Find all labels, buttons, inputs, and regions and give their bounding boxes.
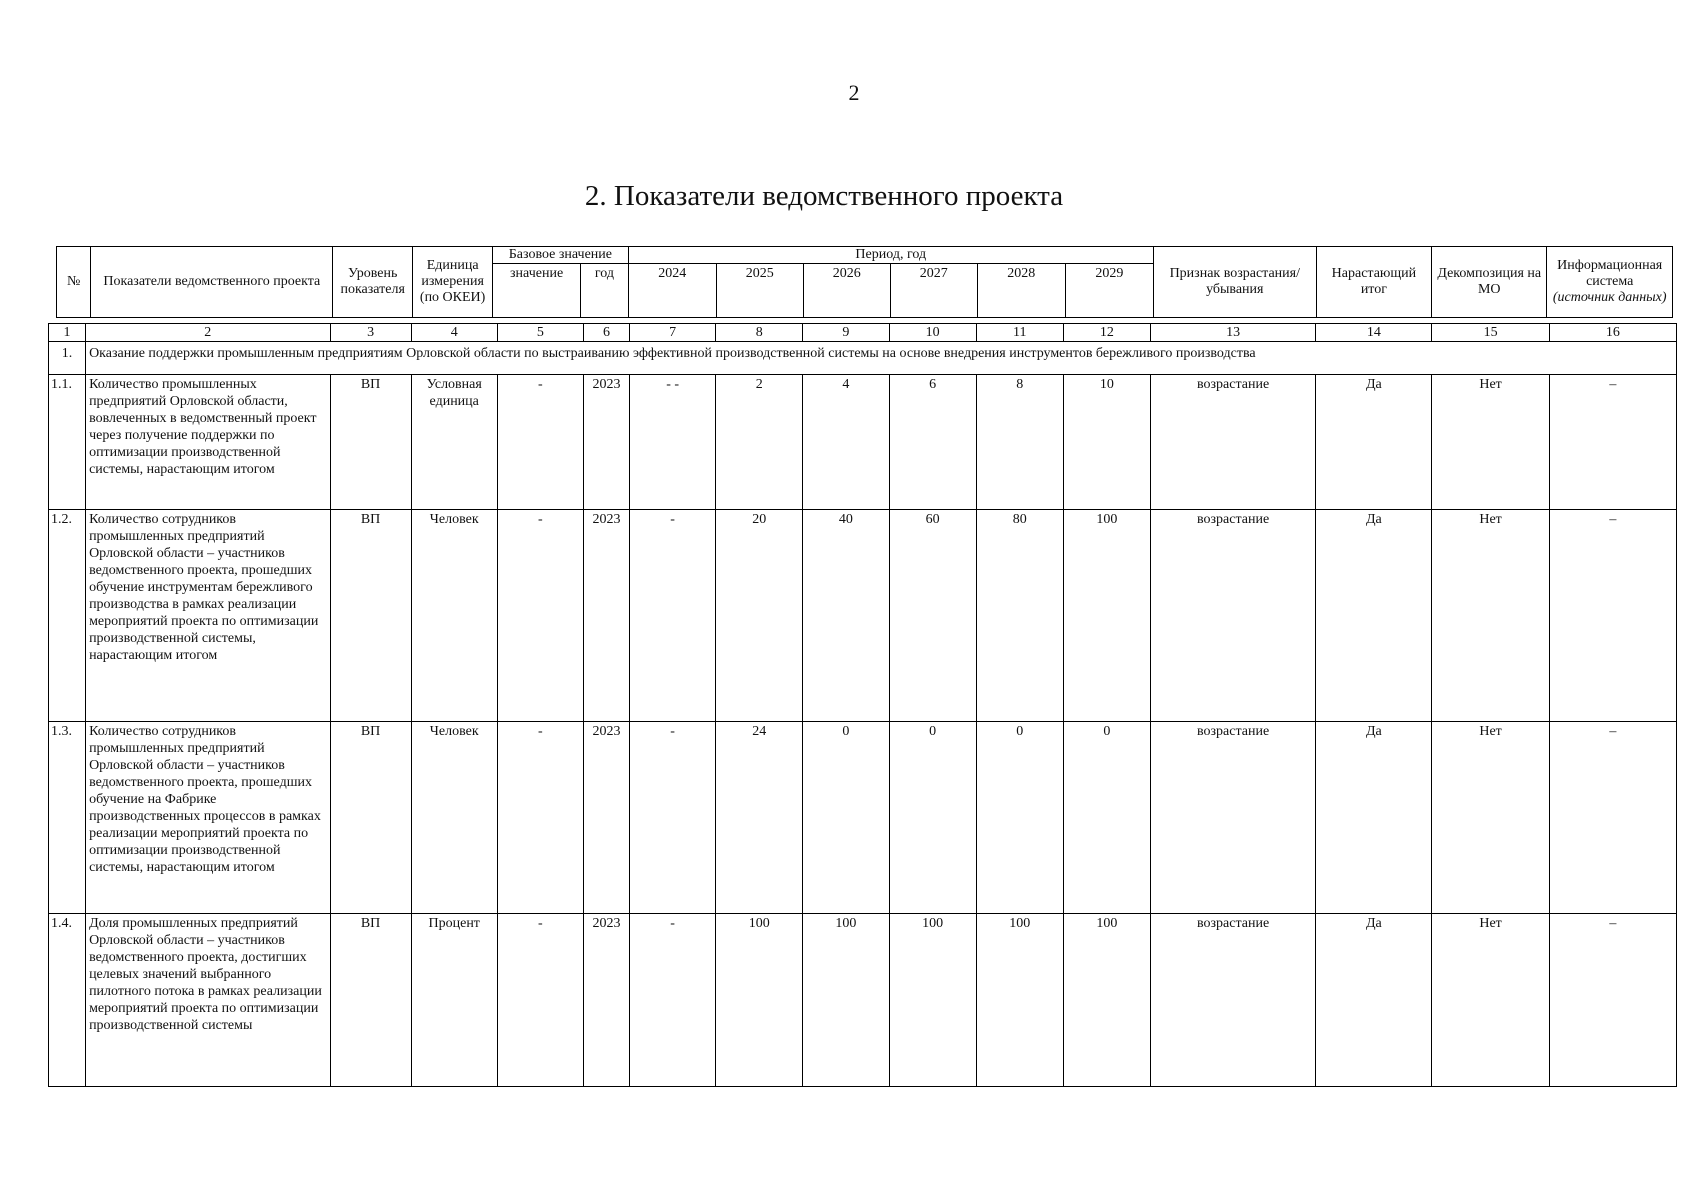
page-title: 2. Показатели ведомственного проекта — [584, 180, 1064, 212]
year-value: 100 — [1063, 510, 1150, 722]
header-base-value: значение — [493, 264, 581, 318]
year-value: 100 — [716, 914, 803, 1087]
column-number: 16 — [1549, 324, 1676, 342]
column-number: 8 — [716, 324, 803, 342]
decomposition-value: Нет — [1432, 914, 1549, 1087]
header-year: 2029 — [1065, 264, 1153, 318]
indicator-unit: Условная единица — [411, 375, 497, 510]
column-number: 10 — [889, 324, 976, 342]
decomposition-value: Нет — [1432, 722, 1549, 914]
page-number: 2 — [848, 80, 860, 105]
table-row — [49, 722, 1677, 914]
header-base-year: год — [581, 264, 629, 318]
sign-value: возрастание — [1150, 510, 1315, 722]
year-value: 100 — [889, 914, 976, 1087]
header-sign: Признак возрастания/убывания — [1153, 247, 1316, 318]
header-level: Уровень показателя — [333, 247, 413, 318]
column-number: 6 — [583, 324, 629, 342]
indicator-level: ВП — [330, 375, 411, 510]
year-value: 0 — [976, 722, 1063, 914]
base-value: - — [497, 722, 583, 914]
year-value: 6 — [889, 375, 976, 510]
header-year: 2025 — [716, 264, 803, 318]
indicator-name: Доля промышленных предприятий Орловской области – участников ведомственного проекта, достигших целевых значений выбранного пилотного потока в рамках реализации мероприятий проекта по оптимизации производственной системы — [86, 914, 330, 1087]
year-value: 20 — [716, 510, 803, 722]
year-value: - — [630, 510, 716, 722]
column-number: 3 — [330, 324, 411, 342]
indicator-level: ВП — [330, 510, 411, 722]
indicator-unit: Человек — [411, 722, 497, 914]
year-value: - — [630, 914, 716, 1087]
indicators-table-body — [48, 323, 1677, 1087]
year-value: 60 — [889, 510, 976, 722]
info-system-value: – — [1549, 510, 1676, 722]
row-number: 1.4. — [49, 914, 86, 1087]
column-number: 7 — [630, 324, 716, 342]
table-row — [49, 510, 1677, 722]
indicator-level: ВП — [330, 722, 411, 914]
base-value: - — [497, 914, 583, 1087]
header-period-group: Период, год — [628, 247, 1153, 264]
row-number: 1.1. — [49, 375, 86, 510]
year-value: 40 — [803, 510, 889, 722]
table-row — [49, 914, 1677, 1087]
section-title: Оказание поддержки промышленным предприятиям Орловской области по выстраиванию эффективной производственной системы на основе внедрения инструментов бережливого производства — [86, 342, 1677, 375]
year-value: 2 — [716, 375, 803, 510]
sign-value: возрастание — [1150, 375, 1315, 510]
column-number: 9 — [803, 324, 889, 342]
year-value: 100 — [976, 914, 1063, 1087]
indicators-table-header — [56, 246, 1673, 318]
column-number: 2 — [86, 324, 330, 342]
section-row — [49, 342, 1677, 375]
base-year: 2023 — [583, 375, 629, 510]
year-value: 8 — [976, 375, 1063, 510]
year-value: 0 — [1063, 722, 1150, 914]
table-row — [49, 375, 1677, 510]
year-value: - — [630, 722, 716, 914]
cumulative-value: Да — [1316, 375, 1432, 510]
row-number: 1.2. — [49, 510, 86, 722]
year-value: - - — [630, 375, 716, 510]
column-number: 11 — [976, 324, 1063, 342]
base-value: - — [497, 375, 583, 510]
cumulative-value: Да — [1316, 510, 1432, 722]
header-year: 2027 — [890, 264, 977, 318]
header-info-system-title: Информационная система — [1557, 258, 1663, 289]
year-value: 80 — [976, 510, 1063, 722]
base-value: - — [497, 510, 583, 722]
indicator-name: Количество сотрудников промышленных предприятий Орловской области – участников ведомственного проекта, прошедших обучение инструментам бережливого производства в рамках реализации мероприятий проекта по оптимизации производственной системы, нарастающим итогом — [86, 510, 330, 722]
indicator-name: Количество промышленных предприятий Орловской области, вовлеченных в ведомственный проект через получение поддержки по оптимизации производственной системы, нарастающим итогом — [86, 375, 330, 510]
sign-value: возрастание — [1150, 914, 1315, 1087]
header-info-system-source: (источник данных) — [1552, 290, 1667, 305]
year-value: 10 — [1063, 375, 1150, 510]
column-number: 1 — [49, 324, 86, 342]
header-no: № — [57, 247, 91, 318]
column-number: 15 — [1432, 324, 1549, 342]
header-cumulative: Нарастающий итог — [1316, 247, 1431, 318]
column-number: 12 — [1063, 324, 1150, 342]
header-base-group: Базовое значение — [493, 247, 629, 264]
info-system-value: – — [1549, 722, 1676, 914]
column-number: 4 — [411, 324, 497, 342]
year-value: 0 — [889, 722, 976, 914]
base-year: 2023 — [583, 510, 629, 722]
header-unit: Единица измерения (по ОКЕИ) — [413, 247, 493, 318]
header-info-system — [1547, 247, 1673, 318]
indicator-unit: Процент — [411, 914, 497, 1087]
sign-value: возрастание — [1150, 722, 1315, 914]
indicator-name: Количество сотрудников промышленных предприятий Орловской области – участников ведомственного проекта, прошедших обучение на Фабрике производственных процессов в рамках реализации мероприятий проекта по оптимизации производственной системы, нарастающим итогом — [86, 722, 330, 914]
indicator-level: ВП — [330, 914, 411, 1087]
header-year: 2028 — [977, 264, 1065, 318]
header-indicator: Показатели ведомственного проекта — [91, 247, 333, 318]
column-number: 5 — [497, 324, 583, 342]
info-system-value: – — [1549, 914, 1676, 1087]
decomposition-value: Нет — [1432, 510, 1549, 722]
info-system-value: – — [1549, 375, 1676, 510]
column-number: 13 — [1150, 324, 1315, 342]
row-number: 1.3. — [49, 722, 86, 914]
header-year: 2026 — [803, 264, 890, 318]
header-decomposition: Декомпозиция на МО — [1432, 247, 1547, 318]
cumulative-value: Да — [1316, 914, 1432, 1087]
header-year: 2024 — [628, 264, 716, 318]
column-numbers-row — [49, 324, 1677, 342]
base-year: 2023 — [583, 722, 629, 914]
base-year: 2023 — [583, 914, 629, 1087]
decomposition-value: Нет — [1432, 375, 1549, 510]
indicator-unit: Человек — [411, 510, 497, 722]
year-value: 100 — [1063, 914, 1150, 1087]
year-value: 4 — [803, 375, 889, 510]
year-value: 24 — [716, 722, 803, 914]
year-value: 0 — [803, 722, 889, 914]
section-number: 1. — [49, 342, 86, 375]
cumulative-value: Да — [1316, 722, 1432, 914]
year-value: 100 — [803, 914, 889, 1087]
column-number: 14 — [1316, 324, 1432, 342]
